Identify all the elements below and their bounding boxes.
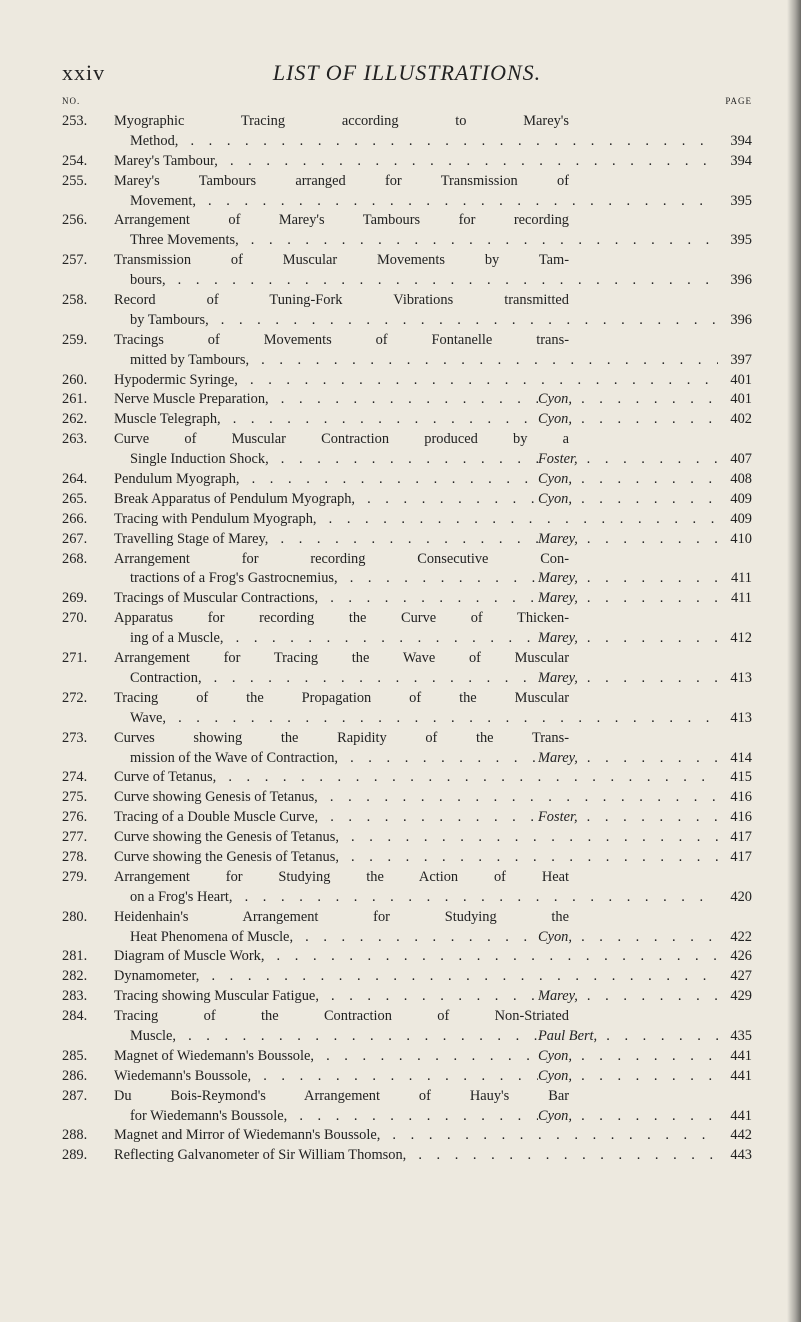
entry-line bbox=[62, 1007, 752, 1027]
caption-text: mitted by Tambours, bbox=[130, 352, 252, 368]
entry-line bbox=[62, 152, 752, 172]
entry-line bbox=[62, 331, 752, 351]
caption-text: for Wiedemann's Boussole, bbox=[130, 1108, 290, 1124]
figure-author: Marey, . . . bbox=[538, 750, 718, 766]
list-item bbox=[62, 868, 752, 908]
caption-leader bbox=[114, 947, 718, 967]
entry-line bbox=[62, 390, 752, 410]
list-item bbox=[62, 908, 752, 948]
caption-text: Record of Tuning-Fork Vibrations transmitted bbox=[114, 292, 569, 309]
page-reference: 397 bbox=[722, 351, 752, 371]
list-item bbox=[62, 987, 752, 1007]
caption-text: tractions of a Frog's Gastrocnemius, bbox=[130, 570, 341, 586]
illustration-list bbox=[62, 112, 752, 1166]
entry-line bbox=[62, 788, 752, 808]
caption-text: Marey's Tambours arranged for Transmission of bbox=[114, 172, 569, 189]
figure-author: Marey, . . . bbox=[538, 531, 718, 547]
list-item bbox=[62, 291, 752, 331]
list-item bbox=[62, 1047, 752, 1067]
list-item bbox=[62, 689, 752, 729]
figure-number: 263. bbox=[62, 431, 88, 448]
caption-text: Wave, bbox=[130, 710, 169, 726]
page-reference: 409 bbox=[722, 490, 752, 510]
caption-leader bbox=[114, 828, 718, 848]
caption-text: on a Frog's Heart, bbox=[130, 889, 236, 905]
caption-text: by Tambours, bbox=[130, 312, 212, 328]
page-reference: 435 bbox=[722, 1027, 752, 1047]
caption-text: Nerve Muscle Preparation, bbox=[114, 391, 272, 407]
caption-text: Muscle, bbox=[130, 1028, 179, 1044]
list-item bbox=[62, 172, 752, 212]
list-item bbox=[62, 331, 752, 371]
entry-line bbox=[62, 1067, 752, 1087]
figure-author: Cyon, . . . bbox=[538, 491, 718, 507]
figure-number: 288. bbox=[62, 1127, 88, 1144]
author-cell bbox=[538, 470, 718, 490]
figure-author: Cyon, . . . bbox=[538, 391, 718, 407]
figure-number: 280. bbox=[62, 908, 88, 925]
caption-leader bbox=[130, 231, 718, 251]
figure-number: 267. bbox=[62, 530, 88, 547]
caption-text: Tracings of Muscular Contractions, bbox=[114, 590, 321, 606]
caption-text: Diagram of Muscle Work, bbox=[114, 948, 267, 964]
page-reference: 413 bbox=[722, 709, 752, 729]
page-header bbox=[62, 60, 752, 90]
list-item bbox=[62, 649, 752, 689]
list-item bbox=[62, 967, 752, 987]
author-cell bbox=[538, 1027, 718, 1047]
list-item bbox=[62, 390, 752, 410]
caption-text: Tracings of Movements of Fontanelle trans- bbox=[114, 331, 569, 348]
page-reference: 417 bbox=[722, 848, 752, 868]
caption-text: Du Bois-Reymond's Arrangement of Hauy's Bar bbox=[114, 1087, 569, 1104]
column-headings bbox=[62, 96, 752, 110]
figure-author: Cyon, . . . bbox=[538, 1068, 718, 1084]
caption-leader bbox=[114, 371, 718, 391]
page-reference: 395 bbox=[722, 231, 752, 251]
author-cell bbox=[538, 589, 718, 609]
author-cell bbox=[538, 450, 718, 470]
entry-line bbox=[62, 172, 752, 192]
list-item bbox=[62, 609, 752, 649]
entry-line bbox=[62, 729, 752, 749]
list-item bbox=[62, 152, 752, 172]
caption-leader bbox=[114, 848, 718, 868]
author-cell bbox=[538, 928, 718, 948]
entry-line bbox=[62, 848, 752, 868]
caption-text: Myographic Tracing according to Marey's bbox=[114, 113, 569, 129]
caption-text: Magnet of Wiedemann's Boussole, bbox=[114, 1048, 317, 1064]
entry-line bbox=[62, 868, 752, 888]
entry-line bbox=[62, 530, 752, 550]
caption-text: Tracing of a Double Muscle Curve, bbox=[114, 809, 321, 825]
list-item bbox=[62, 1146, 752, 1166]
list-item bbox=[62, 490, 752, 510]
page-reference: 396 bbox=[722, 311, 752, 331]
caption-text: Movement, bbox=[130, 193, 199, 209]
entry-line bbox=[62, 629, 752, 649]
caption-text: Tracing with Pendulum Myograph, bbox=[114, 511, 320, 527]
author-cell bbox=[538, 1107, 718, 1127]
entry-line bbox=[62, 967, 752, 987]
figure-number: 254. bbox=[62, 152, 88, 169]
entry-line bbox=[62, 609, 752, 629]
list-item bbox=[62, 430, 752, 470]
entry-line bbox=[62, 450, 752, 470]
caption-text: Arrangement for Studying the Action of Heat bbox=[114, 868, 569, 885]
caption-leader bbox=[130, 709, 718, 729]
caption-text: Contraction, bbox=[130, 670, 205, 686]
caption-text: bours, bbox=[130, 272, 169, 288]
entry-line bbox=[62, 1027, 752, 1047]
entry-line bbox=[62, 231, 752, 251]
page-reference: 396 bbox=[722, 271, 752, 291]
page-reference: 394 bbox=[722, 132, 752, 152]
author-cell bbox=[538, 749, 718, 769]
entry-line bbox=[62, 251, 752, 271]
figure-number: 260. bbox=[62, 371, 88, 388]
entry-line bbox=[62, 311, 752, 331]
caption-leader bbox=[130, 271, 718, 291]
author-cell bbox=[538, 410, 718, 430]
caption-leader bbox=[130, 192, 718, 212]
entry-line bbox=[62, 1146, 752, 1166]
figure-number: 284. bbox=[62, 1008, 88, 1025]
caption-leader bbox=[114, 1146, 718, 1166]
page-number: xxiv bbox=[62, 60, 106, 85]
caption-text: Travelling Stage of Marey, bbox=[114, 531, 271, 547]
list-item bbox=[62, 1007, 752, 1047]
caption-text: Dynamometer, bbox=[114, 968, 202, 984]
figure-number: 287. bbox=[62, 1087, 88, 1104]
page-reference: 411 bbox=[722, 589, 752, 609]
entry-line bbox=[62, 689, 752, 709]
caption-leader bbox=[114, 768, 718, 788]
figure-number: 266. bbox=[62, 510, 88, 527]
list-item bbox=[62, 211, 752, 251]
caption-text: Curve showing Genesis of Tetanus, bbox=[114, 789, 321, 805]
figure-number: 256. bbox=[62, 212, 88, 229]
caption-text: Arrangement for recording Consecutive Con- bbox=[114, 550, 569, 567]
figure-number: 273. bbox=[62, 729, 88, 746]
page-reference: 441 bbox=[722, 1107, 752, 1127]
figure-number: 278. bbox=[62, 848, 88, 865]
list-item bbox=[62, 729, 752, 769]
caption-text: Curve of Tetanus, bbox=[114, 769, 219, 785]
page-reference: 415 bbox=[722, 768, 752, 788]
entry-line bbox=[62, 908, 752, 928]
caption-text: Transmission of Muscular Movements by Tam- bbox=[114, 252, 569, 269]
figure-author: Cyon, . . . bbox=[538, 471, 718, 487]
entry-line bbox=[62, 749, 752, 769]
figure-number: 271. bbox=[62, 650, 88, 667]
caption-text: ing of a Muscle, bbox=[130, 630, 227, 646]
caption-leader bbox=[114, 152, 718, 172]
entry-line bbox=[62, 192, 752, 212]
figure-number: 268. bbox=[62, 550, 88, 567]
page-column-heading: PAGE bbox=[722, 96, 752, 106]
caption-text: Tracing of the Contraction of Non-Striated bbox=[114, 1008, 569, 1025]
figure-number: 274. bbox=[62, 769, 88, 786]
figure-number: 285. bbox=[62, 1047, 88, 1064]
figure-number: 281. bbox=[62, 948, 88, 965]
figure-author: Marey, . . . bbox=[538, 570, 718, 586]
caption-text: Single Induction Shock, bbox=[130, 451, 272, 467]
figure-author: Marey, . . . bbox=[538, 988, 718, 1004]
caption-leader bbox=[114, 510, 718, 530]
page-reference: 416 bbox=[722, 788, 752, 808]
entry-line bbox=[62, 1107, 752, 1127]
entry-line bbox=[62, 132, 752, 152]
page-reference: 442 bbox=[722, 1126, 752, 1146]
author-cell bbox=[538, 987, 718, 1007]
figure-number: 258. bbox=[62, 292, 88, 309]
entry-line bbox=[62, 510, 752, 530]
caption-leader bbox=[130, 132, 718, 152]
entry-line bbox=[62, 1087, 752, 1107]
list-item bbox=[62, 251, 752, 291]
entry-line bbox=[62, 271, 752, 291]
figure-number: 289. bbox=[62, 1147, 88, 1164]
figure-number: 259. bbox=[62, 331, 88, 348]
author-cell bbox=[538, 629, 718, 649]
entry-line bbox=[62, 1047, 752, 1067]
entry-line bbox=[62, 112, 752, 132]
page-reference: 412 bbox=[722, 629, 752, 649]
caption-text: Tracing showing Muscular Fatigue, bbox=[114, 988, 322, 1004]
page-edge-shadow bbox=[787, 0, 801, 1322]
caption-text: Method, bbox=[130, 133, 181, 149]
page-reference: 441 bbox=[722, 1067, 752, 1087]
entry-line bbox=[62, 768, 752, 788]
page-reference: 408 bbox=[722, 470, 752, 490]
entry-line bbox=[62, 947, 752, 967]
page-reference: 394 bbox=[722, 152, 752, 172]
page-reference: 409 bbox=[722, 510, 752, 530]
figure-number: 264. bbox=[62, 471, 88, 488]
entry-line bbox=[62, 470, 752, 490]
entry-line bbox=[62, 291, 752, 311]
entry-line bbox=[62, 1126, 752, 1146]
caption-text: Curve showing the Genesis of Tetanus, bbox=[114, 829, 342, 845]
caption-text: Wiedemann's Boussole, bbox=[114, 1068, 254, 1084]
figure-number: 269. bbox=[62, 590, 88, 607]
entry-line bbox=[62, 430, 752, 450]
entry-line bbox=[62, 351, 752, 371]
figure-number: 283. bbox=[62, 988, 88, 1005]
page-reference: 417 bbox=[722, 828, 752, 848]
author-cell bbox=[538, 490, 718, 510]
list-item bbox=[62, 589, 752, 609]
entry-line bbox=[62, 928, 752, 948]
figure-author: Marey, . . . bbox=[538, 630, 718, 646]
list-item bbox=[62, 112, 752, 152]
page-reference: 420 bbox=[722, 888, 752, 908]
list-item bbox=[62, 470, 752, 490]
list-item bbox=[62, 1087, 752, 1127]
entry-line bbox=[62, 550, 752, 570]
caption-leader bbox=[130, 311, 718, 331]
list-item bbox=[62, 410, 752, 430]
list-item bbox=[62, 1126, 752, 1146]
figure-number: 255. bbox=[62, 172, 88, 189]
entry-line bbox=[62, 709, 752, 729]
page-reference: 411 bbox=[722, 569, 752, 589]
figure-number: 277. bbox=[62, 829, 88, 846]
running-title: LIST OF ILLUSTRATIONS. bbox=[272, 60, 542, 85]
entry-line bbox=[62, 669, 752, 689]
figure-number: 286. bbox=[62, 1067, 88, 1084]
figure-number: 272. bbox=[62, 689, 88, 706]
author-cell bbox=[538, 1067, 718, 1087]
list-item bbox=[62, 848, 752, 868]
caption-text: Arrangement of Marey's Tambours for recording bbox=[114, 212, 569, 229]
figure-number: 279. bbox=[62, 868, 88, 885]
figure-author: Cyon, . . . bbox=[538, 411, 718, 427]
figure-number: 282. bbox=[62, 968, 88, 985]
page-reference: 427 bbox=[722, 967, 752, 987]
caption-text: Marey's Tambour, bbox=[114, 153, 221, 169]
figure-number: 257. bbox=[62, 252, 88, 269]
list-item bbox=[62, 808, 752, 828]
figure-number: 262. bbox=[62, 411, 88, 428]
caption-text: Magnet and Mirror of Wiedemann's Boussole, bbox=[114, 1127, 383, 1143]
author-cell bbox=[538, 569, 718, 589]
caption-text: Arrangement for Tracing the Wave of Muscular bbox=[114, 650, 569, 667]
list-item bbox=[62, 530, 752, 550]
caption-text: Heidenhain's Arrangement for Studying the bbox=[114, 908, 569, 925]
figure-number: 276. bbox=[62, 809, 88, 826]
caption-leader bbox=[114, 1126, 718, 1146]
list-item bbox=[62, 947, 752, 967]
figure-number: 261. bbox=[62, 391, 88, 408]
caption-text: Muscle Telegraph, bbox=[114, 411, 224, 427]
list-item bbox=[62, 1067, 752, 1087]
page-reference: 414 bbox=[722, 749, 752, 769]
entry-line bbox=[62, 569, 752, 589]
author-cell bbox=[538, 669, 718, 689]
figure-author: Foster, . . . bbox=[538, 451, 718, 467]
caption-text: Curve of Muscular Contraction produced by a bbox=[114, 431, 569, 448]
entry-line bbox=[62, 490, 752, 510]
author-cell bbox=[538, 808, 718, 828]
entry-line bbox=[62, 589, 752, 609]
figure-author: Cyon, . . . bbox=[538, 929, 718, 945]
page-reference: 413 bbox=[722, 669, 752, 689]
figure-author: Marey, . . . bbox=[538, 670, 718, 686]
list-item bbox=[62, 828, 752, 848]
list-item bbox=[62, 788, 752, 808]
entry-line bbox=[62, 371, 752, 391]
entry-line bbox=[62, 828, 752, 848]
page-reference: 429 bbox=[722, 987, 752, 1007]
list-item bbox=[62, 768, 752, 788]
figure-number: 253. bbox=[62, 113, 88, 129]
page-reference: 422 bbox=[722, 928, 752, 948]
caption-leader bbox=[114, 788, 718, 808]
caption-leader bbox=[114, 967, 718, 987]
page-reference: 443 bbox=[722, 1146, 752, 1166]
caption-text: Pendulum Myograph, bbox=[114, 471, 243, 487]
list-item bbox=[62, 371, 752, 391]
caption-text: Tracing of the Propagation of the Muscular bbox=[114, 689, 569, 706]
page-reference: 402 bbox=[722, 410, 752, 430]
figure-number: 265. bbox=[62, 490, 88, 507]
figure-author: Cyon, . . . bbox=[538, 1048, 718, 1064]
page-reference: 441 bbox=[722, 1047, 752, 1067]
caption-text: Hypodermic Syringe, bbox=[114, 372, 241, 388]
author-cell bbox=[538, 390, 718, 410]
list-item bbox=[62, 550, 752, 590]
author-cell bbox=[538, 1047, 718, 1067]
caption-text: Three Movements, bbox=[130, 232, 242, 248]
page-reference: 401 bbox=[722, 371, 752, 391]
entry-line bbox=[62, 410, 752, 430]
list-item bbox=[62, 510, 752, 530]
caption-text: Reflecting Galvanometer of Sir William Thomson, bbox=[114, 1147, 409, 1163]
entry-line bbox=[62, 888, 752, 908]
caption-text: Curve showing the Genesis of Tetanus, bbox=[114, 849, 342, 865]
figure-number: 275. bbox=[62, 789, 88, 806]
entry-line bbox=[62, 987, 752, 1007]
author-cell bbox=[538, 530, 718, 550]
caption-leader bbox=[130, 888, 718, 908]
entry-line bbox=[62, 649, 752, 669]
figure-author: Foster, . . . bbox=[538, 809, 718, 825]
figure-author: Marey, . . . bbox=[538, 590, 718, 606]
caption-leader bbox=[130, 351, 718, 371]
caption-text: Heat Phenomena of Muscle, bbox=[130, 929, 296, 945]
number-column-heading: NO. bbox=[62, 96, 81, 106]
caption-text: mission of the Wave of Contraction, bbox=[130, 750, 341, 766]
entry-line bbox=[62, 808, 752, 828]
caption-text: Apparatus for recording the Curve of Thicken- bbox=[114, 610, 569, 627]
entry-line bbox=[62, 211, 752, 231]
page-reference: 407 bbox=[722, 450, 752, 470]
page-reference: 410 bbox=[722, 530, 752, 550]
page-reference: 426 bbox=[722, 947, 752, 967]
page-reference: 395 bbox=[722, 192, 752, 212]
page-reference: 416 bbox=[722, 808, 752, 828]
figure-author: Paul Bert, . . . bbox=[538, 1028, 718, 1044]
page-reference: 401 bbox=[722, 390, 752, 410]
caption-text: Break Apparatus of Pendulum Myograph, bbox=[114, 491, 358, 507]
figure-author: Cyon, . . . bbox=[538, 1108, 718, 1124]
figure-number: 270. bbox=[62, 610, 88, 627]
caption-text: Curves showing the Rapidity of the Trans- bbox=[114, 729, 569, 746]
